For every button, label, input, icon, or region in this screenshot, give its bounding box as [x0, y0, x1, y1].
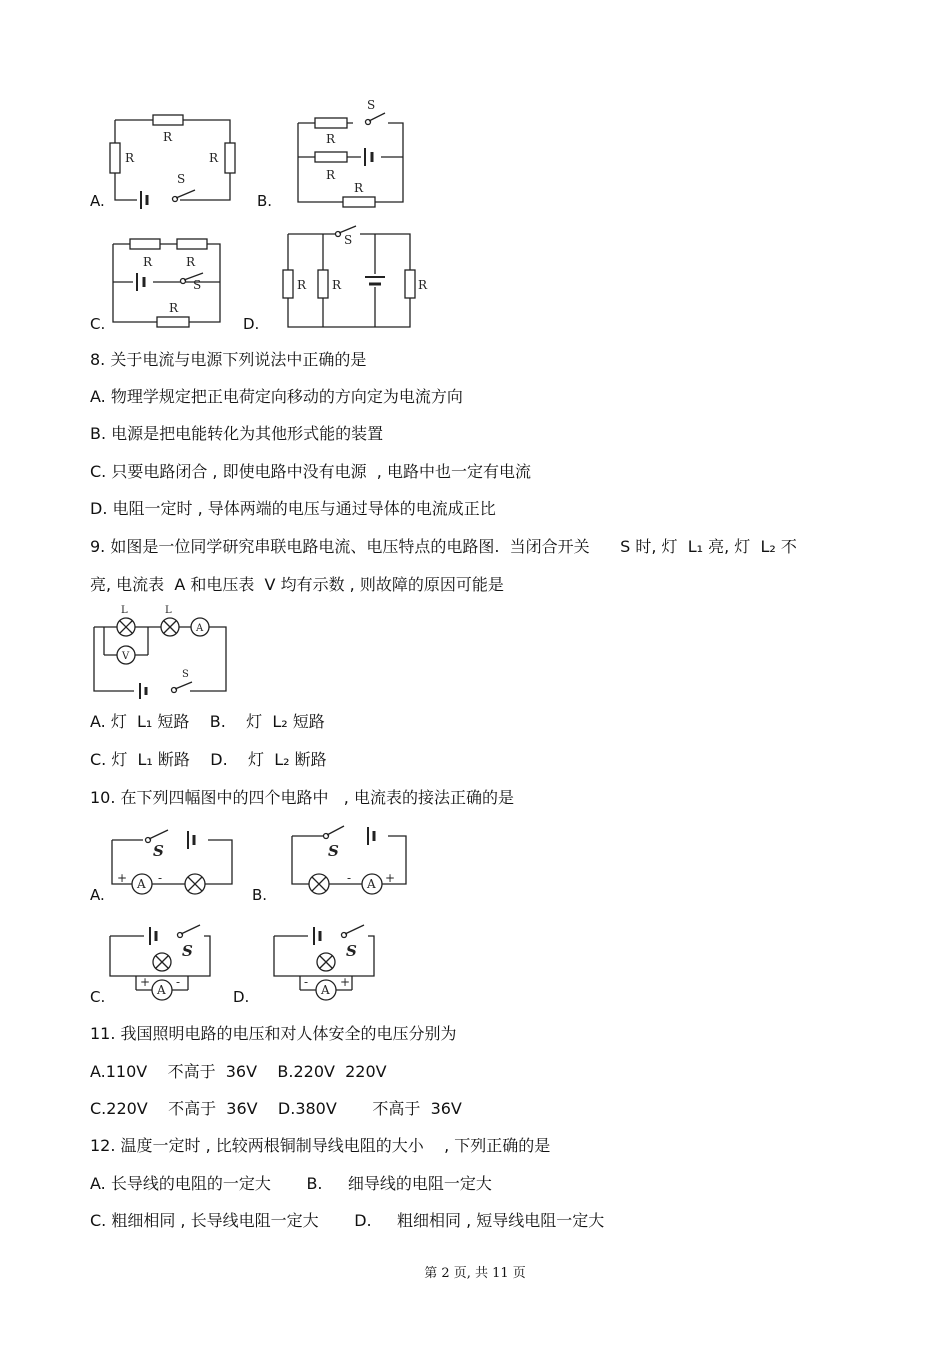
q9-options-line2: C. 灯 L₁ 断路 D. 灯 L₂ 断路 [90, 750, 327, 769]
q12-stem: 12. 温度一定时 , 比较两根铜制导线电阻的大小 , 下列正确的是 [90, 1136, 551, 1155]
svg-text:+: + [140, 975, 151, 989]
svg-text:R: R [418, 278, 428, 292]
q8-option-c: C. 只要电路闭合 , 即使电路中没有电源 , 电路中也一定有电流 [90, 462, 531, 481]
q10-option-d-label: D. [233, 988, 250, 1006]
svg-text:-: - [347, 871, 352, 885]
svg-text:S: S [177, 172, 186, 186]
q7-circuit-b [293, 95, 413, 210]
svg-text:V: V [122, 651, 130, 662]
svg-text:R: R [326, 132, 336, 146]
svg-text:R: R [297, 278, 307, 292]
q12-options-line1: A. 长导线的电阻的一定大 B. 细导线的电阻一定大 [90, 1174, 492, 1193]
svg-text:S: S [328, 842, 339, 860]
svg-text:L: L [165, 605, 172, 616]
svg-text:R: R [326, 168, 336, 182]
q7-circuit-d [280, 222, 430, 332]
q9-stem-line1: 9. 如图是一位同学研究串联电路电流、电压特点的电路图. 当闭合开关 S 时, 灯 L₁ 亮, 灯 L₂ 不 [90, 537, 797, 556]
q10-option-b-label: B. [252, 886, 268, 904]
q7-circuit-c [105, 232, 230, 332]
svg-text:A: A [321, 983, 330, 997]
svg-text:R: R [354, 181, 364, 195]
q7-option-b-label: B. [257, 192, 273, 210]
svg-text:+: + [117, 871, 128, 885]
q9-stem-line2: 亮, 电流表 A 和电压表 V 均有示数 , 则故障的原因可能是 [90, 575, 504, 594]
svg-text:A: A [367, 877, 376, 891]
svg-text:-: - [158, 871, 163, 885]
q8-option-b: B. 电源是把电能转化为其他形式能的装置 [90, 424, 384, 443]
svg-text:-: - [304, 975, 309, 989]
svg-text:R: R [143, 255, 153, 269]
q11-options-line1: A.110V 不高于 36V B.220V 220V [90, 1062, 387, 1081]
svg-text:R: R [332, 278, 342, 292]
q7-option-d-label: D. [243, 315, 260, 333]
q9-circuit [90, 605, 235, 697]
svg-text:S: S [346, 942, 357, 960]
svg-text:R: R [186, 255, 196, 269]
svg-text:L: L [121, 605, 128, 616]
q11-options-line2: C.220V 不高于 36V D.380V 不高于 36V [90, 1099, 462, 1118]
q10-circuit-d [270, 920, 380, 1005]
svg-text:R: R [209, 151, 219, 165]
svg-text:A: A [137, 877, 146, 891]
svg-text:+: + [385, 871, 396, 885]
svg-text:S: S [182, 942, 193, 960]
svg-text:S: S [153, 842, 164, 860]
q7-option-a-label: A. [90, 192, 105, 210]
q7-circuit-a [105, 105, 240, 210]
svg-text:A: A [196, 623, 204, 634]
q10-circuit-a [108, 826, 238, 901]
svg-text:-: - [176, 975, 181, 989]
q11-stem: 11. 我国照明电路的电压和对人体安全的电压分别为 [90, 1024, 457, 1043]
svg-text:A: A [157, 983, 166, 997]
q8-stem: 8. 关于电流与电源下列说法中正确的是 [90, 350, 367, 369]
q10-option-c-label: C. [90, 988, 106, 1006]
q10-circuit-c [106, 920, 216, 1005]
svg-text:S: S [182, 669, 189, 680]
q12-options-line2: C. 粗细相同 , 长导线电阻一定大 D. 粗细相同 , 短导线电阻一定大 [90, 1211, 605, 1230]
svg-text:S: S [367, 98, 376, 112]
q10-circuit-b [288, 822, 413, 902]
q7-option-c-label: C. [90, 315, 106, 333]
q10-stem: 10. 在下列四幅图中的四个电路中 , 电流表的接法正确的是 [90, 788, 514, 807]
q8-option-d: D. 电阻一定时 , 导体两端的电压与通过导体的电流成正比 [90, 499, 496, 518]
page-footer: 第 2 页, 共 11 页 [424, 1266, 526, 1281]
svg-text:S: S [344, 233, 353, 247]
svg-text:R: R [169, 301, 179, 315]
svg-text:R: R [125, 151, 135, 165]
svg-text:+: + [340, 975, 351, 989]
q10-option-a-label: A. [90, 886, 105, 904]
r-label: R [163, 130, 173, 144]
q9-options-line1: A. 灯 L₁ 短路 B. 灯 L₂ 短路 [90, 712, 325, 731]
q8-option-a: A. 物理学规定把正电荷定向移动的方向定为电流方向 [90, 387, 463, 406]
svg-text:S: S [193, 278, 202, 292]
